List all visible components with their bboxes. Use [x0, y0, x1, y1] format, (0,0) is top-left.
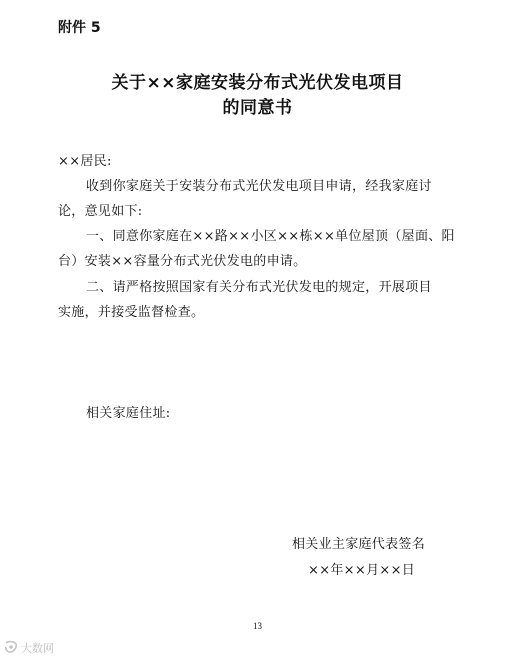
item-2-line-2: 实施，并接受监督检查。	[58, 305, 205, 320]
logo-icon	[4, 640, 18, 657]
document-title-line-1: 关于××家庭安装分布式光伏发电项目	[111, 73, 404, 93]
item-2-line-1: 二、请严格按照国家有关分布式光伏发电的规定，开展项目	[86, 280, 432, 295]
paragraph-1-line-2: 论，意见如下:	[58, 204, 143, 219]
document-title-line-2: 的同意书	[222, 98, 293, 118]
address-label: 相关家庭住址:	[86, 406, 171, 421]
watermark-text: 大数网	[21, 642, 54, 655]
page-number: 13	[253, 621, 262, 631]
item-1-line-1: 一、同意你家庭在××路××小区××栋××单位屋顶（屋面、阳	[86, 229, 455, 244]
attachment-label: 附件 5	[58, 20, 101, 36]
paragraph-1-line-1: 收到你家庭关于安装分布式光伏发电项目申请，经我家庭讨	[86, 179, 432, 194]
item-1-line-2: 台）安装××容量分布式光伏发电的申请。	[58, 254, 307, 269]
salutation: ××居民:	[58, 154, 112, 169]
watermark	[4, 640, 54, 656]
signature-label: 相关业主家庭代表签名	[292, 537, 426, 552]
date-label: ××年××月××日	[308, 563, 416, 578]
